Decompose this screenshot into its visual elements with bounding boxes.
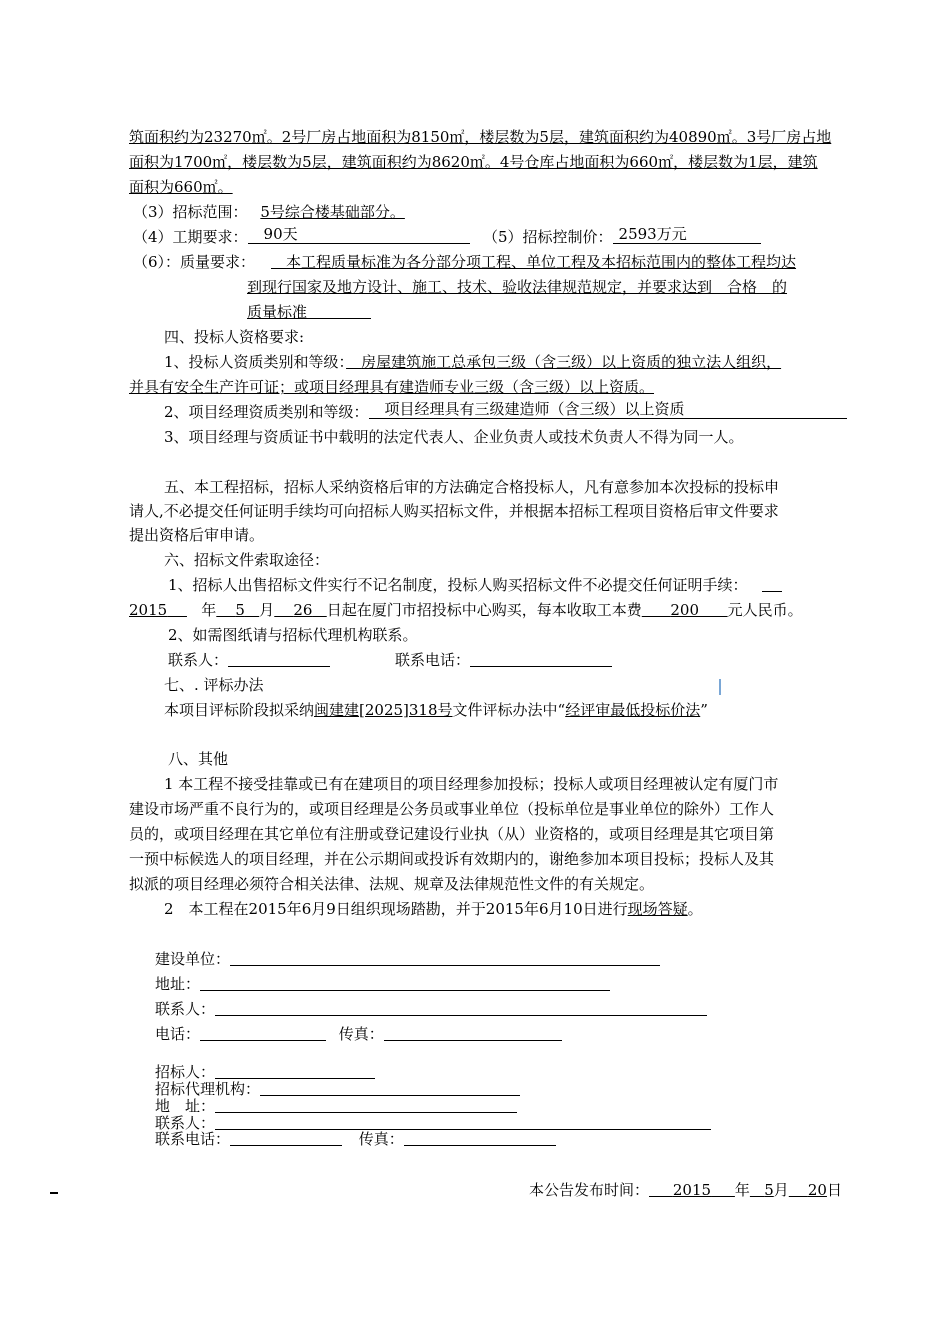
price-row: [483, 226, 761, 248]
agent-tenderer: [155, 1063, 375, 1081]
section8-heading: 八、其他: [168, 750, 229, 768]
section7-text-mid: 文件评标办法中“: [452, 701, 566, 719]
agent-phone-label: 联系电话：: [155, 1130, 231, 1148]
year-text: 2015: [129, 601, 168, 619]
agent-phone: [155, 1130, 556, 1148]
quality-label: （6）：质量要求：: [133, 253, 256, 271]
agent-fax-label: 传真：: [358, 1130, 404, 1148]
publish-year-unit: 年: [734, 1181, 750, 1199]
section4-item2-value: 项目经理具有三级建造师（含三级）以上资质: [384, 400, 685, 418]
section6-contact: [168, 649, 330, 671]
section4-heading: 四、投标人资格要求:: [164, 328, 305, 346]
section4-item1: [164, 351, 781, 373]
publish-year-text: 2015: [672, 1181, 712, 1199]
agent-agency-label: 招标代理机构：: [155, 1080, 261, 1098]
price-value-field: [613, 227, 761, 244]
agent-agency: [155, 1080, 520, 1098]
quality-line-1: [271, 251, 796, 273]
quality-line-2: 到现行国家及地方设计、施工、技术、验收法律规范规定，并要求达到 合格 的: [247, 278, 788, 296]
publish-month: [750, 1181, 774, 1199]
owner-unit: [155, 948, 660, 970]
margin-mark: [50, 1192, 58, 1194]
owner-contact: [155, 998, 707, 1020]
quality-text-1: 本工程质量标准为各分部分项工程、单位工程及本招标范围内的整体工程均达: [286, 253, 797, 271]
owner-contact-field: [215, 999, 707, 1016]
period-label: （4）工期要求：: [133, 228, 248, 246]
intro-line-3: 面积为660㎡。: [129, 178, 233, 196]
section8-p2-link: 现场答疑: [627, 900, 688, 918]
agent-address-field: [215, 1098, 517, 1113]
section8-p1-line2: 建设市场严重不良行为的，或项目经理是公务员或事业单位（投标单位是事业单位的除外）工作人: [129, 800, 775, 818]
agent-address-label: 地 址：: [155, 1097, 216, 1115]
period-value-field: [248, 227, 470, 244]
section8-p2: [164, 898, 703, 920]
section7-text: [164, 699, 708, 721]
agent-tenderer-field: [215, 1064, 375, 1079]
publish-month-unit: 月: [773, 1181, 789, 1199]
publish-date: [529, 1179, 842, 1201]
owner-phone-field: [200, 1024, 326, 1041]
section7-doc-ref: 闽建建[2025]318号: [314, 701, 453, 719]
contact-field: [228, 650, 330, 667]
quality-line-3: [247, 301, 371, 323]
section4-item1-label: 1、投标人资质类别和等级：: [164, 353, 347, 371]
publish-day: [789, 1181, 827, 1199]
quality-blank: [307, 302, 371, 319]
scope-value: 5号综合楼基础部分。: [260, 203, 405, 221]
publish-label: 本公告发布时间：: [529, 1181, 650, 1199]
publish-day-unit: 日: [826, 1181, 842, 1199]
section6-heading: 六、招标文件索取途径：: [164, 551, 330, 569]
agent-agency-field: [260, 1081, 520, 1096]
section5-line-3: 提出资格后审申请。: [129, 526, 265, 544]
section8-p2-before: 2 本工程在2015年6月9日组织现场踏勘，并于2015年6月10日进行: [164, 900, 628, 918]
section5-line-2: 请人,不必提交任何证明手续均可向招标人购买招标文件，并根据本招标工程项目资格后审文件要求: [129, 502, 779, 520]
owner-fax-field: [384, 1024, 562, 1041]
section8-p1-line1: 1 本工程不接受挂靠或已有在建项目的项目经理参加投标；投标人或项目经理被认定有厦门市: [164, 775, 779, 793]
period-value: 90天: [263, 225, 298, 243]
period-row: [133, 226, 470, 248]
section6-item1-line1: [168, 574, 782, 596]
cursor-marker: [719, 679, 721, 695]
month-value: [216, 601, 259, 619]
owner-unit-label: 建设单位：: [155, 950, 231, 968]
agent-contact-label: 联系人：: [155, 1114, 216, 1132]
owner-address: [155, 973, 610, 995]
section4-item1-value: [346, 353, 781, 371]
fee-unit: 元人民币。: [727, 601, 803, 619]
section6-item1-blank: [762, 575, 782, 592]
owner-fax-label: 传真：: [338, 1025, 384, 1043]
phone-label: 联系电话：: [395, 651, 471, 669]
section6-item1-rest: 日起在厦门市招投标中心购买，每本收取工本费: [326, 601, 642, 619]
fee-text: 200: [670, 601, 699, 619]
section4-item2: [164, 401, 847, 423]
agent-contact-field: [215, 1115, 711, 1130]
publish-day-text: 20: [807, 1181, 827, 1199]
scope-label: （3）招标范围：: [133, 203, 248, 221]
owner-unit-field: [230, 949, 660, 966]
owner-contact-label: 联系人：: [155, 1000, 216, 1018]
year-unit: 年: [201, 601, 217, 619]
section8-p1-line5: 拟派的项目经理必须符合相关法律、法规、规章及法律规范性文件的有关规定。: [129, 875, 655, 893]
section8-p2-end: 。: [687, 900, 703, 918]
fee-value: [642, 601, 728, 619]
owner-phone: [155, 1023, 562, 1045]
section4-item1-cont: 并具有安全生产许可证；或项目经理具有建造师专业三级（含三级）以上资质。: [129, 378, 655, 396]
section4-item2-label: 2、项目经理资质类别和等级：: [164, 403, 369, 421]
section7-heading: 七、. 评标办法: [164, 676, 264, 694]
section8-p1-line4: 一预中标候选人的项目经理，并在公示期间或投诉有效期内的，谢绝参加本项目投标；投标人及其: [129, 850, 775, 868]
quality-text-3: 质量标准: [247, 303, 308, 321]
year-value: [129, 601, 187, 619]
day-text: 26: [293, 601, 313, 619]
section4-item1-value-text: 房屋建筑施工总承包三级（含三级）以上资质的独立法人组织，: [361, 353, 782, 371]
phone-field: [470, 650, 612, 667]
owner-address-field: [200, 974, 610, 991]
scope-row: [133, 201, 405, 223]
section6-item2: 2、如需图纸请与招标代理机构联系。: [168, 626, 418, 644]
owner-address-label: 地址：: [155, 975, 201, 993]
owner-phone-label: 电话：: [155, 1025, 201, 1043]
section4-item3: 3、项目经理与资质证书中载明的法定代表人、企业负责人或技术负责人不得为同一人。: [164, 428, 744, 446]
agent-tenderer-label: 招标人：: [155, 1063, 216, 1081]
price-value: 2593万元: [618, 225, 687, 243]
agent-fax-field: [404, 1131, 556, 1146]
section5-line-1: 五、本工程招标，招标人采纳资格后审的方法确定合格投标人，凡有意参加本次投标的投标申: [164, 478, 780, 496]
section6-phone: [395, 649, 612, 671]
section6-item1-text: 1、招标人出售招标文件实行不记名制度，投标人购买招标文件不必提交任何证明手续：: [168, 576, 748, 594]
publish-year: [649, 1181, 735, 1199]
section8-p1-line3: 员的，或项目经理在其它单位有注册或登记建设行业执（从）业资格的，或项目经理是其它项目第: [129, 825, 775, 843]
section6-item1-line2: [129, 599, 803, 621]
day-value: [274, 601, 326, 619]
section7-text-before: 本项目评标阶段拟采纳: [164, 701, 315, 719]
month-unit: 月: [259, 601, 275, 619]
contact-label: 联系人：: [168, 651, 229, 669]
price-label: （5）招标控制价：: [483, 228, 613, 246]
section7-method: 经评审最低投标价法: [565, 701, 701, 719]
section4-item2-field: [369, 402, 847, 419]
agent-address: [155, 1097, 517, 1115]
intro-line-2: 面积为1700㎡，楼层数为5层，建筑面积约为8620㎡。4号仓库占地面积为660㎡，楼层数为1层，建筑: [129, 153, 818, 171]
intro-line-1: 筑面积约为23270㎡。2号厂房占地面积为8150㎡，楼层数为5层，建筑面积约为40890㎡。3号厂房占地: [129, 128, 832, 146]
month-text: 5: [235, 601, 245, 619]
section7-text-end: ”: [700, 701, 708, 719]
publish-month-text: 5: [764, 1181, 774, 1199]
agent-phone-field: [230, 1131, 342, 1146]
